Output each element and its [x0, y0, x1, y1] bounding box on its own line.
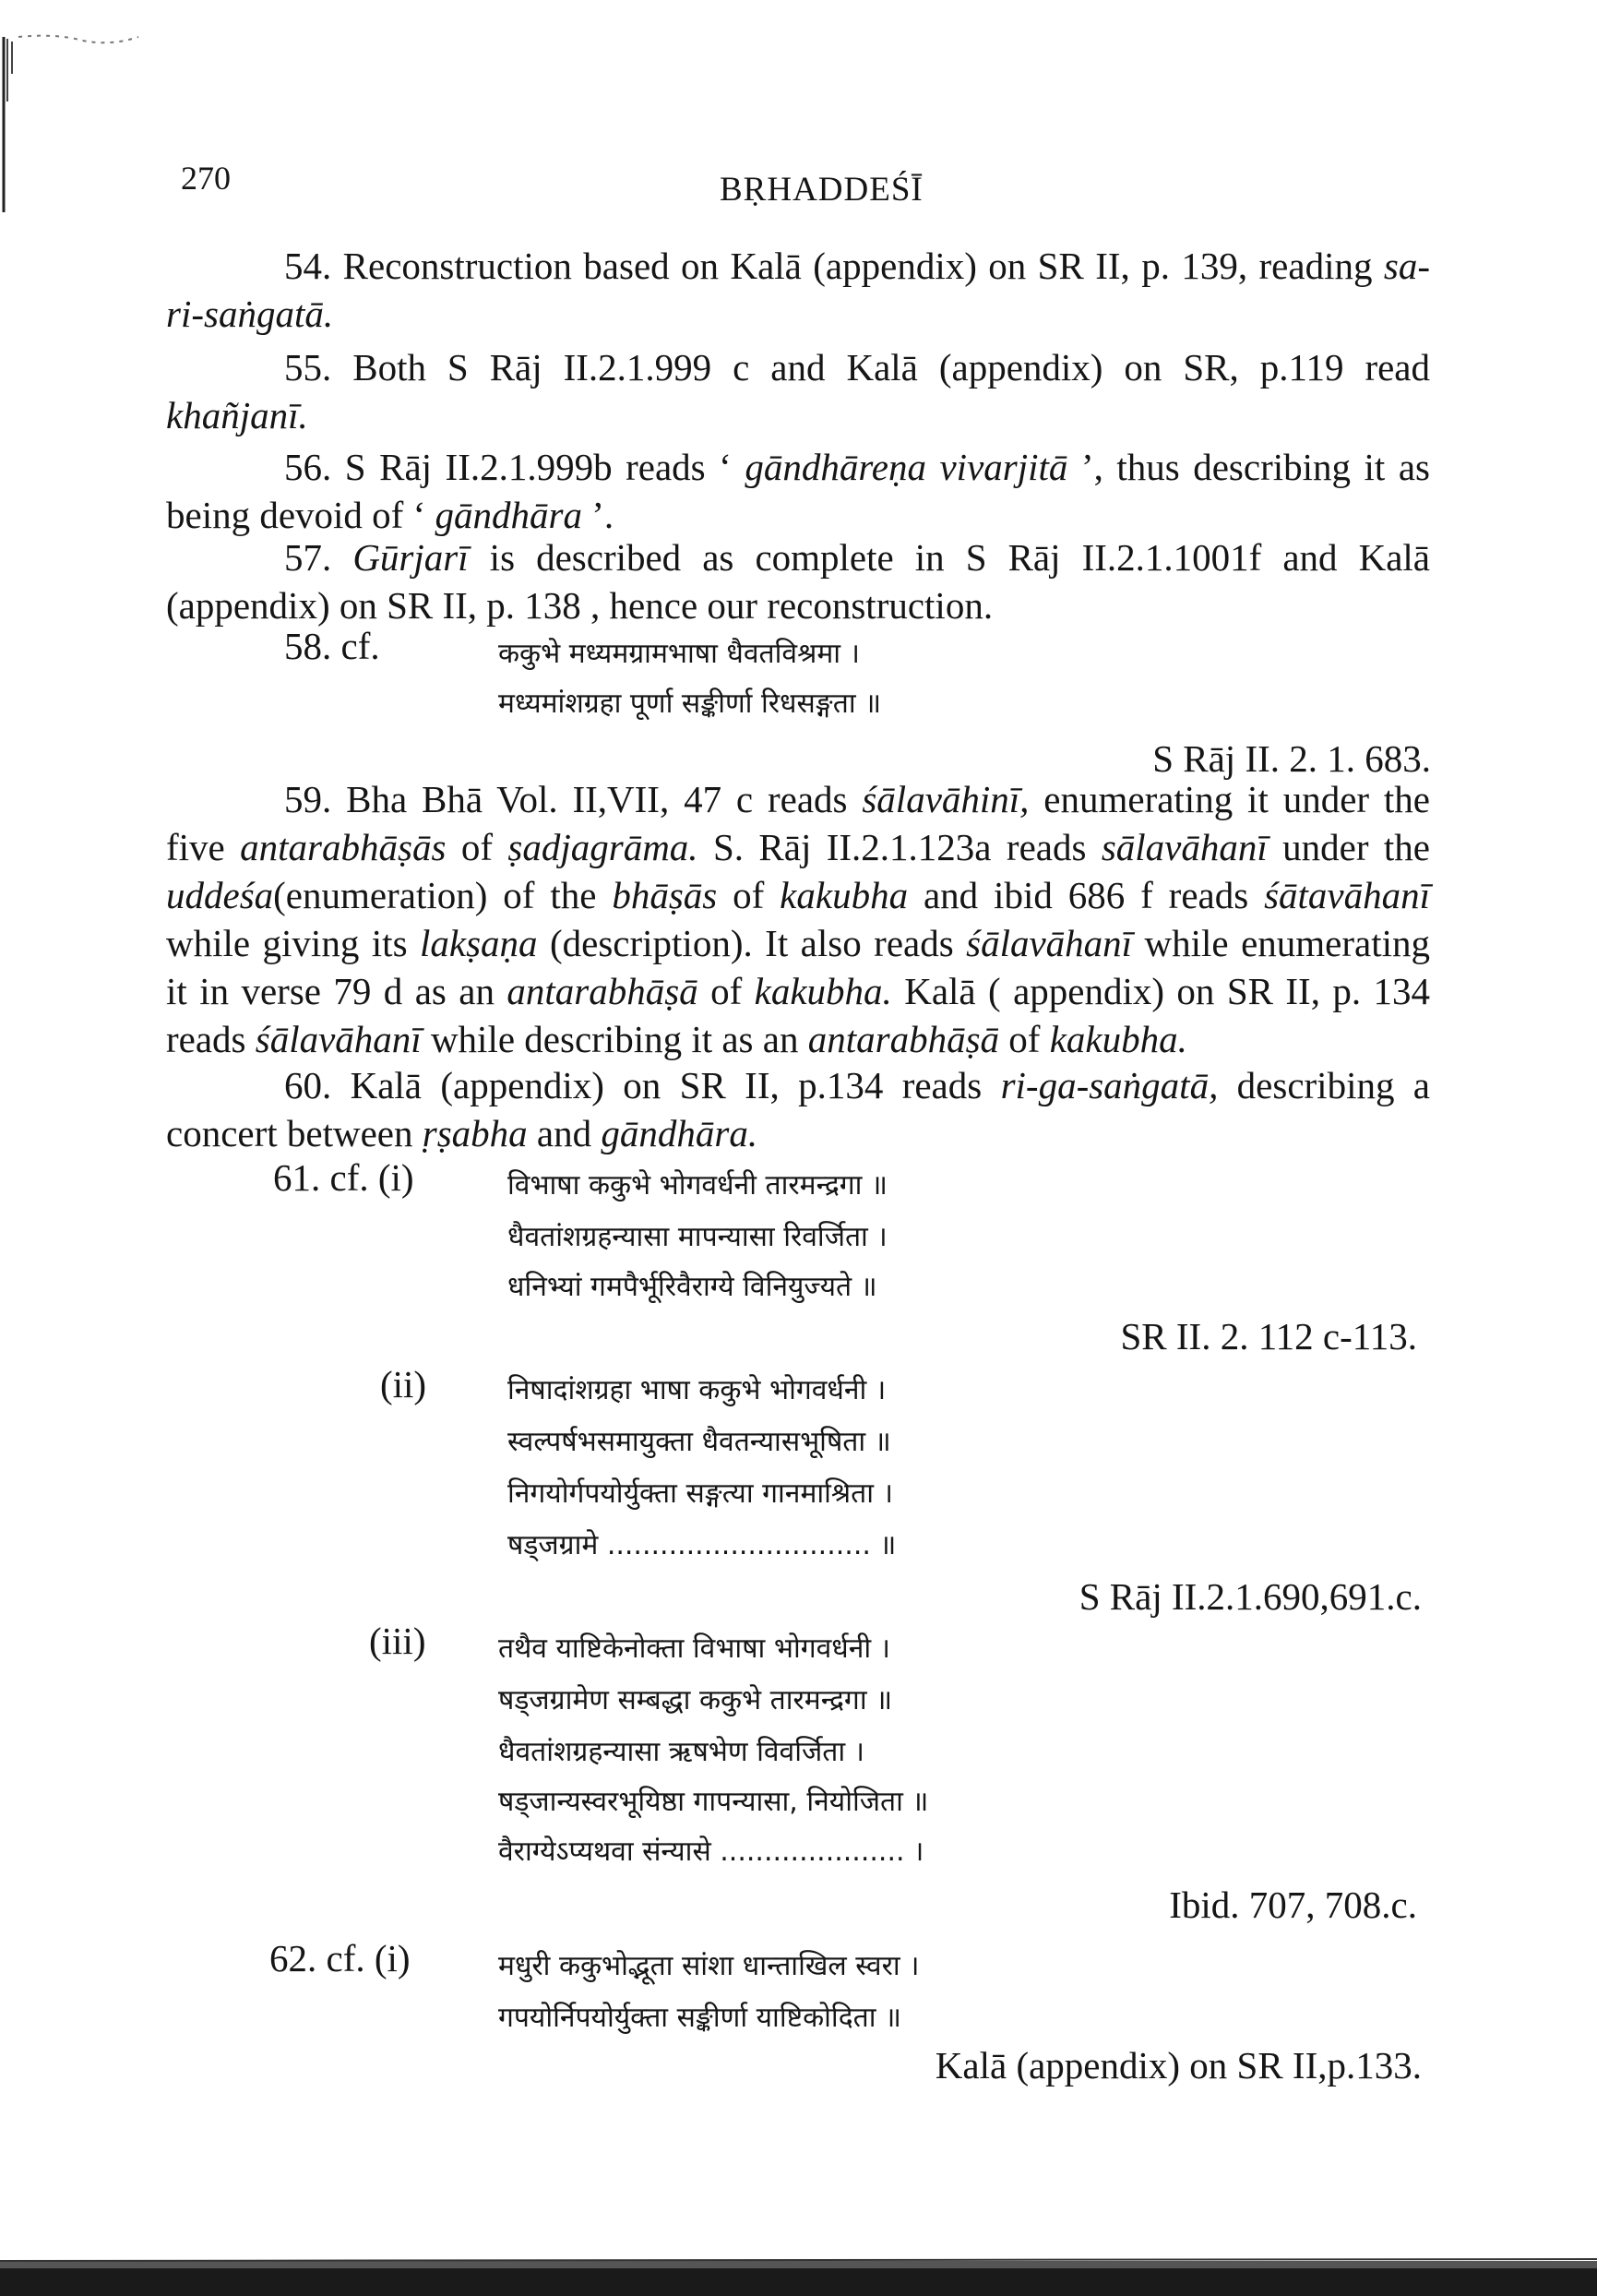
footnote-61-iii-label: (iii) [369, 1620, 426, 1662]
verse-line: षड्जग्रामेण सम्बद्धा ककुभे तारमन्द्रगा ॥ [498, 1684, 893, 1716]
verse-line: षड्जग्रामे .............................. ॥ [507, 1529, 897, 1561]
footnote-54: 54. Reconstruction based on Kalā (appendix) on SR II, p. 139, reading sa-ri-saṅgatā. [166, 245, 1430, 335]
scan-bottom-edge [0, 2241, 1597, 2296]
verse-line: धैवतांशग्रहन्यासा ऋषभेण विवर्जिता । [498, 1736, 865, 1768]
footnote-58-label: 58. cf. [284, 625, 380, 667]
verse-line: वैराग्येऽप्यथवा संन्यासे ..................... । [498, 1836, 924, 1868]
verse-line: निगयोर्गपयोर्युक्ता सङ्गत्या गानमाश्रिता । [507, 1477, 893, 1510]
footnote-61-iii-source: Ibid. 707, 708.c. [1169, 1883, 1417, 1926]
footnote-58-source: S Rāj II. 2. 1. 683. [1152, 737, 1431, 780]
footnote-59: 59. Bha Bhā Vol. II,VII, 47 c reads śālavāhinī, enumerating it under the five antarabhāṣās of ṣadjagrāma. S. Rāj II.2.1.123a reads sālavāhanī under the uddeśa(enumeration) of the bhāṣās of kakubha and ibid 686 f reads śātavāhanī while giving its lakṣaṇa (description). It also reads śālavāhanī while enumerating it in verse 79 d as an antarabhāṣā of kakubha. Kalā ( appendix) on SR II, p. 134 reads śālavāhanī while describing it as an antarabhāṣā of kakubha. [166, 778, 1431, 1060]
verse-line: तथैव याष्टिकेनोक्ता विभाषा भोगवर्धनी । [498, 1632, 891, 1665]
verse-line: गपयोर्निपयोर्युक्ता सङ्कीर्णा याष्टिकोदिता ॥ [498, 2002, 901, 2034]
footnote-60: 60. Kalā (appendix) on SR II, p.134 reads ri-ga-saṅgatā, describing a concert between ṛṣabha and gāndhāra. [166, 1064, 1431, 1154]
verse-line: ककुभे मध्यमग्रामभाषा धैवतविश्रमा । [498, 638, 860, 670]
footnote-61-ii-label: (ii) [380, 1363, 427, 1405]
verse-line: मधुरी ककुभोद्भूता सांशा धान्ताखिल स्वरा । [498, 1950, 920, 1982]
verse-line: धनिभ्यां गमपैर्भूरिवैराग्ये विनियुज्यते ॥ [507, 1271, 877, 1303]
footnote-61-i-source: SR II. 2. 112 c-113. [1120, 1315, 1417, 1357]
footnote-56: 56. S Rāj II.2.1.999b reads ‘ gāndhāreṇa vivarjitā ’, thus describing it as being devoid of ‘ gāndhāra ’. [166, 446, 1430, 536]
verse-line: धैवतांशग्रहन्यासा मापन्यासा रिवर्जिता । [507, 1221, 888, 1253]
footnote-61-ii-source: S Rāj II.2.1.690,691.c. [1079, 1575, 1422, 1618]
footnote-61-label: 61. cf. (i) [273, 1156, 414, 1199]
verse-line: स्वल्पर्षभसमायुक्ता धैवतन्यासभूषिता ॥ [507, 1426, 891, 1458]
verse-line: निषादांशग्रहा भाषा ककुभे भोगवर्धनी । [507, 1374, 887, 1406]
verse-line: मध्यमांशग्रहा पूर्णा सङ्कीर्णा रिधसङ्गता ॥ [498, 688, 882, 720]
footnote-55: 55. Both S Rāj II.2.1.999 c and Kalā (appendix) on SR, p.119 read khañjanī. [166, 346, 1430, 436]
footnote-62-label: 62. cf. (i) [269, 1937, 411, 1979]
running-head: BṚHADDEŚĪ [720, 171, 924, 209]
verse-line: षड्जान्यस्वरभूयिष्ठा गापन्यासा, नियोजिता ॥ [498, 1786, 929, 1818]
footnote-62-source: Kalā (appendix) on SR II,p.133. [935, 2044, 1422, 2087]
verse-line: विभाषा ककुभे भोगवर्धनी तारमन्द्रगा ॥ [507, 1169, 888, 1202]
footnote-57: 57. Gūrjarī is described as complete in S Rāj II.2.1.1001f and Kalā (appendix) on SR II, p. 138 , hence our reconstruction. [166, 536, 1430, 627]
page-number: 270 [181, 160, 231, 197]
